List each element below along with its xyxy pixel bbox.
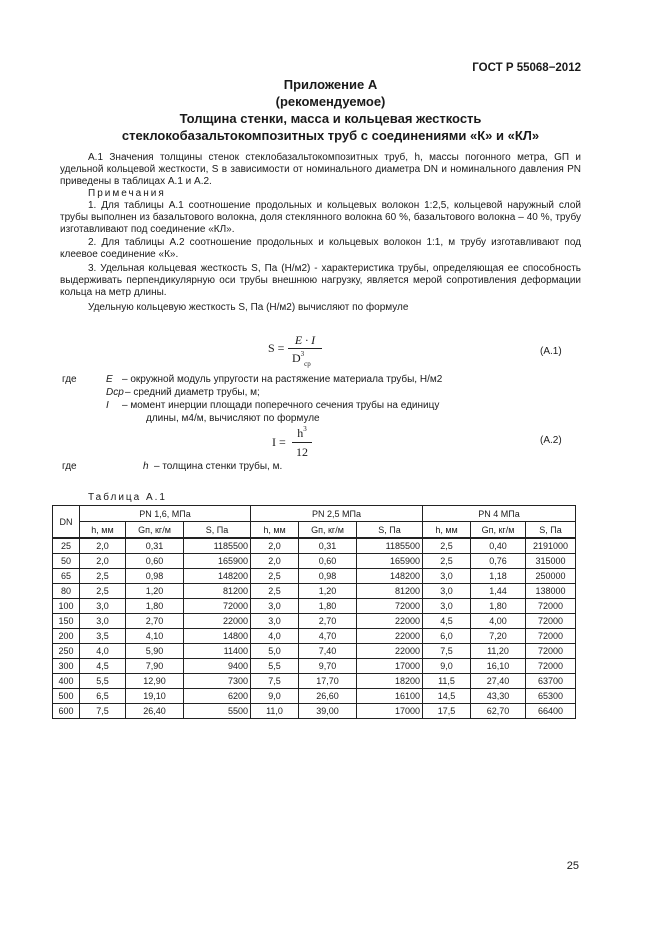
table-cell: 1185500	[184, 538, 251, 554]
table-cell: 11400	[184, 644, 251, 659]
table-cell: 0,60	[126, 554, 184, 569]
table-cell: 0,76	[471, 554, 526, 569]
table-row	[53, 584, 576, 599]
table-header-row	[53, 506, 576, 522]
table-cell: 5,90	[126, 644, 184, 659]
eq1-fraction-bar	[288, 348, 322, 349]
dn-cell: 150	[53, 614, 80, 629]
table-cell: 2,0	[80, 538, 126, 554]
dn-cell: 100	[53, 599, 80, 614]
table-cell: 22000	[357, 614, 423, 629]
table-cell: 2,5	[423, 554, 471, 569]
table-cell: 4,70	[299, 629, 357, 644]
table-cell: 2,0	[80, 554, 126, 569]
table-cell: 72000	[184, 599, 251, 614]
table-cell: 250000	[526, 569, 576, 584]
definition-d: – средний диаметр трубы, м;	[125, 387, 260, 398]
table-cell: 6200	[184, 689, 251, 704]
table-cell: 6,0	[423, 629, 471, 644]
symbol-i: I	[106, 400, 109, 411]
eq2-denominator: 12	[296, 445, 308, 459]
dn-cell: 500	[53, 689, 80, 704]
table-cell: 0,60	[299, 554, 357, 569]
dn-cell: 65	[53, 569, 80, 584]
symbol-d: Dср	[106, 387, 124, 398]
table-cell: 165900	[357, 554, 423, 569]
appendix-subject-line1: Толщина стенки, масса и кольцевая жесткость	[179, 111, 482, 126]
table-cell: 2191000	[526, 538, 576, 554]
eq1-number: (А.1)	[540, 346, 562, 357]
table-cell: 7,40	[299, 644, 357, 659]
subheader-cell: S, Па	[357, 522, 423, 539]
table-cell: 148200	[184, 569, 251, 584]
subheader-cell: h, мм	[423, 522, 471, 539]
table-row	[53, 569, 576, 584]
dn-cell: 50	[53, 554, 80, 569]
definition-i: – момент инерции площади поперечного сечения трубы на единицу	[122, 400, 440, 411]
table-row	[53, 659, 576, 674]
definition-e: – окружной модуль упругости на растяжение материала трубы, Н/м2	[122, 374, 443, 385]
table-cell: 26,40	[126, 704, 184, 719]
table-cell: 27,40	[471, 674, 526, 689]
table-cell: 72000	[526, 614, 576, 629]
page-number: 25	[566, 860, 579, 872]
table-cell: 1,20	[126, 584, 184, 599]
table-cell: 3,0	[80, 599, 126, 614]
dn-cell: 200	[53, 629, 80, 644]
table-cell: 16100	[357, 689, 423, 704]
table-cell: 3,0	[423, 569, 471, 584]
table-cell: 4,0	[251, 629, 299, 644]
table-cell: 2,0	[251, 538, 299, 554]
eq1-numerator: E · I	[294, 333, 316, 347]
table-cell: 9,0	[251, 689, 299, 704]
definition-h: – толщина стенки трубы, м.	[154, 461, 283, 472]
table-cell: 1,20	[299, 584, 357, 599]
table-row	[53, 599, 576, 614]
eq2-numerator: $h^3$	[297, 425, 307, 440]
table-cell: 18200	[357, 674, 423, 689]
table-row	[53, 704, 576, 719]
table-cell: 22000	[357, 644, 423, 659]
subheader-cell: Gп, кг/м	[299, 522, 357, 539]
table-cell: 12,90	[126, 674, 184, 689]
table-cell: 72000	[357, 599, 423, 614]
subheader-cell: S, Па	[184, 522, 251, 539]
dn-cell: 400	[53, 674, 80, 689]
table-cell: 0,98	[299, 569, 357, 584]
table-cell: 2,70	[299, 614, 357, 629]
subheader-cell: S, Па	[526, 522, 576, 539]
table-cell: 11,5	[423, 674, 471, 689]
table-cell: 3,0	[423, 599, 471, 614]
table-cell: 7,5	[251, 674, 299, 689]
table-cell: 2,70	[126, 614, 184, 629]
table-cell: 65300	[526, 689, 576, 704]
standard-number: ГОСТ Р 55068−2012	[472, 62, 581, 74]
table-cell: 62,70	[471, 704, 526, 719]
table-cell: 9,70	[299, 659, 357, 674]
table-cell: 66400	[526, 704, 576, 719]
table-cell: 2,0	[251, 554, 299, 569]
table-cell: 16,10	[471, 659, 526, 674]
table-cell: 138000	[526, 584, 576, 599]
table-cell: 5,5	[80, 674, 126, 689]
table-cell: 1,18	[471, 569, 526, 584]
table-cell: 17000	[357, 659, 423, 674]
subheader-cell: h, мм	[251, 522, 299, 539]
table-cell: 81200	[184, 584, 251, 599]
table-caption: Таблица А.1	[88, 492, 167, 503]
paragraph-a1: А.1 Значения толщины стенок стеклобазальтокомпозитных труб, h, массы погонного метра, GП и удельной кольцевой жесткости, S в зависимости от номинального диаметра DN и номинального давления PN приведены в таблицах А.1 и А.2.	[60, 152, 581, 188]
table-cell: 3,0	[423, 584, 471, 599]
table-cell: 3,0	[80, 614, 126, 629]
table-cell: 22000	[184, 614, 251, 629]
symbol-e: E	[106, 374, 113, 385]
table-cell: 17,5	[423, 704, 471, 719]
table-subheader-row	[53, 522, 576, 539]
table-row	[53, 554, 576, 569]
table-cell: 0,31	[126, 538, 184, 554]
subheader-cell: Gп, кг/м	[471, 522, 526, 539]
pipe-table	[52, 505, 576, 719]
table-cell: 2,5	[423, 538, 471, 554]
table-cell: 1185500	[357, 538, 423, 554]
table-cell: 4,10	[126, 629, 184, 644]
table-cell: 7,5	[423, 644, 471, 659]
table-cell: 81200	[357, 584, 423, 599]
eq2-number: (А.2)	[540, 435, 562, 446]
table-cell: 5,0	[251, 644, 299, 659]
table-cell: 7,20	[471, 629, 526, 644]
header-pn-4: PN 4 МПа	[423, 506, 576, 522]
appendix-title: Приложение А	[283, 77, 378, 92]
table-cell: 7,90	[126, 659, 184, 674]
table-cell: 72000	[526, 644, 576, 659]
header-pn-1-6: PN 1,6, МПа	[80, 506, 251, 522]
table-cell: 9,0	[423, 659, 471, 674]
table-cell: 1,80	[471, 599, 526, 614]
table-cell: 11,0	[251, 704, 299, 719]
table-cell: 39,00	[299, 704, 357, 719]
table-cell: 14800	[184, 629, 251, 644]
table-cell: 1,44	[471, 584, 526, 599]
table-row	[53, 689, 576, 704]
where-label-2: где	[62, 461, 77, 472]
where-label: где	[62, 374, 77, 385]
table-cell: 11,20	[471, 644, 526, 659]
table-cell: 3,5	[80, 629, 126, 644]
eq1-denominator: $D^3_{ср}$	[292, 350, 311, 368]
definition-i-cont: длины, м4/м, вычисляют по формуле	[146, 413, 320, 424]
table-cell: 4,0	[80, 644, 126, 659]
table-cell: 5,5	[251, 659, 299, 674]
note-3: 3. Удельная кольцевая жесткость S, Па (Н/м2) - характеристика трубы, определяющая ее способность выдерживать перпендикулярную оси трубы внешнюю нагрузку, является мерой сопротивления деформации кольца на метр длины.	[60, 263, 581, 299]
table-cell: 2,5	[80, 569, 126, 584]
formula-intro: Удельную кольцевую жесткость S, Па (Н/м2) вычисляют по формуле	[88, 302, 409, 313]
symbol-h: h	[143, 461, 149, 472]
table-row	[53, 674, 576, 689]
table-cell: 148200	[357, 569, 423, 584]
table-cell: 6,5	[80, 689, 126, 704]
appendix-subject-line2: стеклокобазальтокомпозитных труб с соединениями «К» и «КЛ»	[121, 128, 540, 143]
table-row	[53, 629, 576, 644]
table-cell: 4,5	[80, 659, 126, 674]
subheader-cell: h, мм	[80, 522, 126, 539]
table-cell: 315000	[526, 554, 576, 569]
table-cell: 72000	[526, 629, 576, 644]
dn-cell: 600	[53, 704, 80, 719]
subheader-cell: Gп, кг/м	[126, 522, 184, 539]
table-cell: 2,5	[80, 584, 126, 599]
eq2-lhs: I =	[272, 435, 286, 449]
table-cell: 5500	[184, 704, 251, 719]
table-cell: 165900	[184, 554, 251, 569]
table-cell: 63700	[526, 674, 576, 689]
dn-cell: 250	[53, 644, 80, 659]
header-pn-2-5: PN 2,5 МПа	[251, 506, 423, 522]
header-dn: DN	[53, 506, 80, 539]
table-cell: 1,80	[299, 599, 357, 614]
table-cell: 7300	[184, 674, 251, 689]
table-cell: 4,5	[423, 614, 471, 629]
table-cell: 19,10	[126, 689, 184, 704]
table-cell: 22000	[357, 629, 423, 644]
eq2-fraction-bar	[292, 442, 312, 443]
table-cell: 43,30	[471, 689, 526, 704]
table-row	[53, 644, 576, 659]
table-cell: 72000	[526, 599, 576, 614]
note-2: 2. Для таблицы А.2 соотношение продольных и кольцевых волокон 1:1, м трубу изготавливают под клеевое соединение «К».	[60, 237, 581, 261]
table-cell: 17000	[357, 704, 423, 719]
note-1: 1. Для таблицы А.1 соотношение продольных и кольцевых волокон 1:2,5, кольцевой наружный слой трубы выполнен из базальтового волокна, доля стеклянного волокна 60 %, базальтового волокна – 40 %, трубу изготавливают под соединение «КЛ».	[60, 200, 581, 236]
table-cell: 14,5	[423, 689, 471, 704]
appendix-status: (рекомендуемое)	[275, 94, 386, 109]
table-cell: 4,00	[471, 614, 526, 629]
table-row	[53, 538, 576, 554]
table-cell: 7,5	[80, 704, 126, 719]
table-cell: 3,0	[251, 614, 299, 629]
table-cell: 1,80	[126, 599, 184, 614]
table-row	[53, 614, 576, 629]
table-cell: 26,60	[299, 689, 357, 704]
dn-cell: 300	[53, 659, 80, 674]
table-cell: 0,31	[299, 538, 357, 554]
table-cell: 17,70	[299, 674, 357, 689]
table-cell: 2,5	[251, 569, 299, 584]
table-cell: 0,40	[471, 538, 526, 554]
dn-cell: 80	[53, 584, 80, 599]
table-cell: 72000	[526, 659, 576, 674]
eq1-lhs: S =	[268, 341, 285, 355]
table-cell: 3,0	[251, 599, 299, 614]
table-cell: 2,5	[251, 584, 299, 599]
table-cell: 0,98	[126, 569, 184, 584]
notes-label: Примечания	[88, 188, 166, 199]
table-cell: 9400	[184, 659, 251, 674]
dn-cell: 25	[53, 538, 80, 554]
